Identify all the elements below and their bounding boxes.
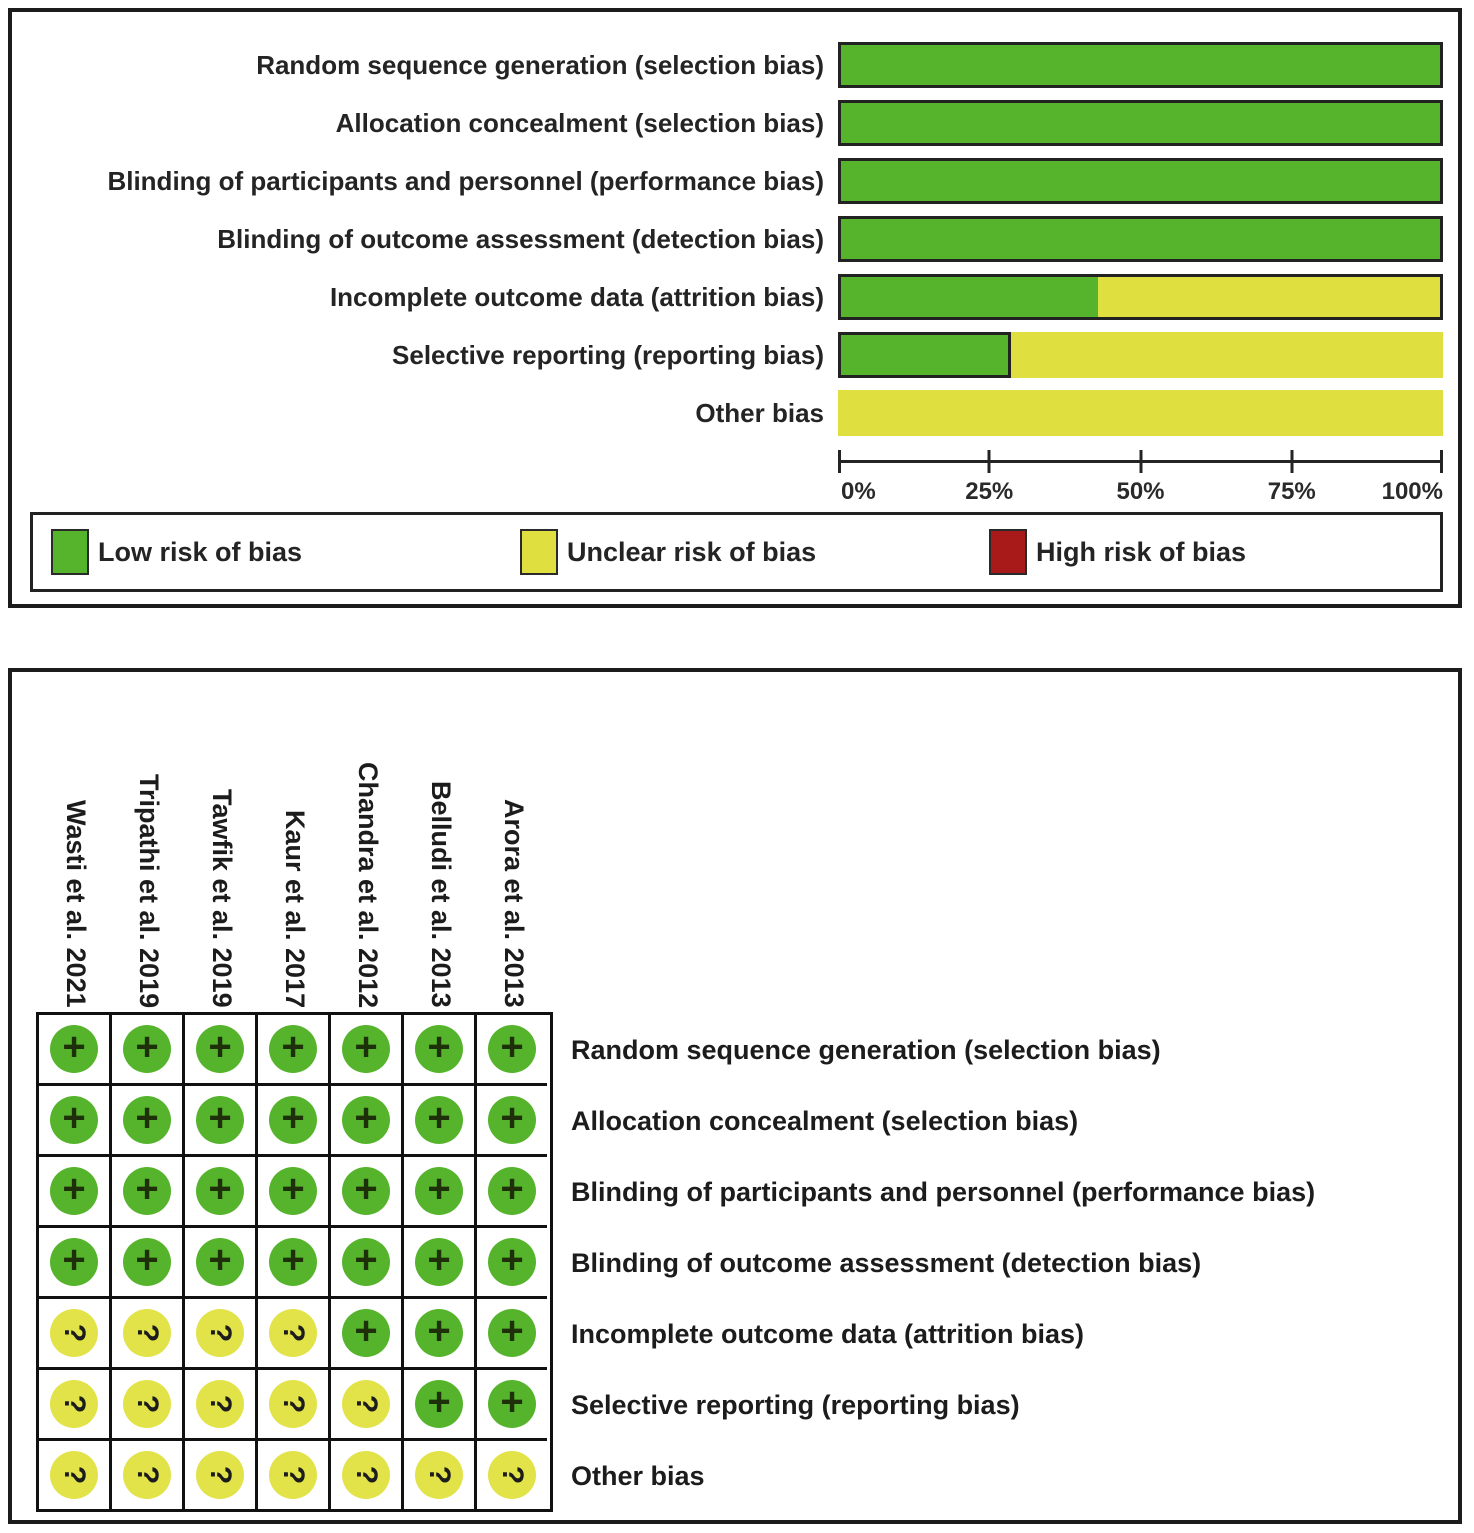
low-risk-segment	[841, 277, 1098, 317]
low-risk-circle	[415, 1025, 463, 1073]
unclear-risk-segment	[1098, 277, 1440, 317]
question-symbol: ?	[276, 1323, 310, 1343]
plus-symbol: +	[427, 1238, 451, 1282]
judgement-cell	[404, 1086, 477, 1157]
bar-row	[12, 94, 1458, 152]
unclear-risk-circle	[196, 1309, 244, 1357]
study-header	[477, 690, 550, 1012]
bias-category-label: Incomplete outcome data (attrition bias)	[329, 281, 824, 312]
judgement-cell	[258, 1228, 331, 1299]
bias-row-label: Incomplete outcome data (attrition bias)	[571, 1319, 1085, 1349]
risk-of-bias-graph-panel	[8, 8, 1462, 608]
study-name: Wasti et al. 2021	[61, 800, 91, 1008]
low-risk-circle	[50, 1096, 98, 1144]
judgement-cell	[185, 1299, 258, 1370]
low-risk-circle	[123, 1096, 171, 1144]
judgement-cell	[404, 1370, 477, 1441]
bias-row-label: Allocation concealment (selection bias)	[571, 1106, 1079, 1136]
low-risk-circle	[269, 1096, 317, 1144]
bar-chart	[12, 36, 1458, 442]
judgement-cell	[185, 1228, 258, 1299]
unclear-risk-circle	[123, 1380, 171, 1428]
judgement-cell	[404, 1228, 477, 1299]
low-risk-circle	[196, 1096, 244, 1144]
low-risk-circle	[415, 1238, 463, 1286]
judgement-cell	[258, 1157, 331, 1228]
judgement-cell	[477, 1228, 547, 1299]
bias-category-label: Other bias	[695, 397, 824, 428]
judgement-grid	[36, 1012, 553, 1512]
low-risk-circle	[123, 1025, 171, 1073]
x-tick-label: 50%	[1116, 478, 1165, 505]
low-risk-circle	[415, 1167, 463, 1215]
low-risk-segment	[841, 103, 1440, 143]
plus-symbol: +	[135, 1238, 159, 1282]
stacked-bar	[838, 390, 1443, 436]
x-axis-tick	[1290, 450, 1293, 473]
judgement-cell	[39, 1086, 112, 1157]
judgement-cell	[477, 1086, 547, 1157]
judgement-cell	[258, 1299, 331, 1370]
plus-symbol: +	[354, 1238, 378, 1282]
low-risk-circle	[123, 1167, 171, 1215]
unclear-risk-circle	[196, 1380, 244, 1428]
judgement-cell	[331, 1299, 404, 1370]
low-risk-circle	[488, 1309, 536, 1357]
x-tick-label: 0%	[841, 478, 876, 505]
judgement-cell	[404, 1157, 477, 1228]
judgement-cell	[477, 1299, 547, 1370]
question-symbol: ?	[276, 1394, 310, 1414]
risk-of-bias-summary-panel	[8, 668, 1462, 1524]
question-symbol: ?	[349, 1394, 383, 1414]
study-header	[331, 690, 404, 1012]
plus-symbol: +	[281, 1167, 305, 1211]
legend-label: High risk of bias	[1036, 536, 1247, 567]
unclear-risk-segment	[1011, 332, 1443, 378]
judgement-cell	[258, 1086, 331, 1157]
unclear-risk-circle	[269, 1380, 317, 1428]
judgement-cell	[331, 1370, 404, 1441]
question-symbol: ?	[495, 1465, 529, 1485]
low-risk-circle	[488, 1238, 536, 1286]
x-axis-tick	[838, 450, 841, 473]
judgement-cell	[331, 1015, 404, 1086]
question-symbol: ?	[57, 1465, 91, 1485]
unclear-risk-circle	[123, 1451, 171, 1499]
judgement-cell	[185, 1370, 258, 1441]
plus-symbol: +	[281, 1096, 305, 1140]
study-header	[185, 690, 258, 1012]
low-risk-circle	[50, 1167, 98, 1215]
plus-symbol: +	[135, 1167, 159, 1211]
unclear-risk-circle	[196, 1451, 244, 1499]
study-name: Kaur et al. 2017	[280, 809, 310, 1008]
low-risk-circle	[269, 1167, 317, 1215]
bias-category-label: Allocation concealment (selection bias)	[335, 107, 824, 138]
judgement-cell	[258, 1441, 331, 1509]
plus-symbol: +	[427, 1380, 451, 1424]
study-name: Tripathi et al. 2019	[134, 773, 164, 1008]
plus-symbol: +	[208, 1167, 232, 1211]
plus-symbol: +	[208, 1096, 232, 1140]
judgement-cell	[112, 1441, 185, 1509]
low-risk-circle	[269, 1025, 317, 1073]
plus-symbol: +	[354, 1025, 378, 1069]
judgement-cell	[477, 1441, 547, 1509]
legend-label: Unclear risk of bias	[567, 536, 817, 567]
low-risk-circle	[415, 1096, 463, 1144]
unclear-risk-circle	[269, 1451, 317, 1499]
unclear-risk-segment	[838, 390, 1443, 436]
low-risk-circle	[488, 1025, 536, 1073]
legend-item-high-risk	[971, 529, 1440, 575]
unclear-risk-circle	[342, 1380, 390, 1428]
plus-symbol: +	[62, 1238, 86, 1282]
plus-symbol: +	[427, 1309, 451, 1353]
question-symbol: ?	[203, 1394, 237, 1414]
low-risk-circle	[196, 1025, 244, 1073]
judgement-cell	[477, 1157, 547, 1228]
plus-symbol: +	[62, 1096, 86, 1140]
study-name: Belludi et al. 2013	[426, 781, 456, 1008]
bar-row	[12, 384, 1458, 442]
judgement-cell	[258, 1370, 331, 1441]
bar-row	[12, 36, 1458, 94]
judgement-cell	[185, 1015, 258, 1086]
plus-symbol: +	[427, 1096, 451, 1140]
question-symbol: ?	[130, 1323, 164, 1343]
study-name: Chandra et al. 2012	[353, 761, 383, 1008]
judgement-cell	[331, 1157, 404, 1228]
x-tick-label: 100%	[1381, 478, 1443, 505]
bias-row-labels	[571, 1012, 1315, 1512]
x-tick-label: 75%	[1267, 478, 1316, 505]
plus-symbol: +	[135, 1096, 159, 1140]
judgement-cell	[185, 1157, 258, 1228]
unclear-risk-circle	[123, 1309, 171, 1357]
plus-symbol: +	[62, 1025, 86, 1069]
low-risk-circle	[488, 1096, 536, 1144]
judgement-cell	[112, 1015, 185, 1086]
judgement-cell	[477, 1370, 547, 1441]
unclear-risk-circle	[50, 1451, 98, 1499]
study-header	[39, 690, 112, 1012]
study-header	[258, 690, 331, 1012]
stacked-bar	[838, 42, 1443, 88]
stacked-bar	[838, 100, 1443, 146]
low-risk-circle	[342, 1096, 390, 1144]
judgement-cell	[112, 1157, 185, 1228]
legend-item-unclear-risk	[502, 529, 971, 575]
unclear-risk-circle	[50, 1380, 98, 1428]
bias-category-label: Blinding of outcome assessment (detection bias)	[217, 223, 824, 254]
judgement-cell	[331, 1441, 404, 1509]
judgement-cell	[112, 1299, 185, 1370]
low-risk-circle	[342, 1309, 390, 1357]
low-risk-circle	[196, 1238, 244, 1286]
unclear-risk-circle	[269, 1309, 317, 1357]
stacked-bar	[838, 158, 1443, 204]
judgement-cell	[39, 1015, 112, 1086]
judgement-cell	[39, 1441, 112, 1509]
plus-symbol: +	[427, 1025, 451, 1069]
plus-symbol: +	[354, 1096, 378, 1140]
x-axis	[838, 450, 1443, 514]
bar-row	[12, 152, 1458, 210]
plus-symbol: +	[500, 1096, 524, 1140]
plus-symbol: +	[500, 1238, 524, 1282]
low-risk-circle	[123, 1238, 171, 1286]
x-axis-tick	[1440, 450, 1443, 473]
low-risk-circle	[50, 1025, 98, 1073]
plus-symbol: +	[281, 1238, 305, 1282]
judgement-cell	[112, 1228, 185, 1299]
judgement-cell	[39, 1299, 112, 1370]
judgement-cell	[185, 1441, 258, 1509]
low-risk-segment	[841, 45, 1440, 85]
unclear-risk-circle	[488, 1451, 536, 1499]
unclear-risk-swatch	[520, 529, 558, 575]
judgement-cell	[39, 1228, 112, 1299]
low-risk-segment	[838, 332, 1011, 378]
plus-symbol: +	[427, 1167, 451, 1211]
unclear-risk-circle	[415, 1451, 463, 1499]
low-risk-segment	[841, 161, 1440, 201]
bias-row-label: Other bias	[571, 1461, 705, 1491]
bar-row	[12, 268, 1458, 326]
stacked-bar	[838, 274, 1443, 320]
low-risk-circle	[488, 1380, 536, 1428]
low-risk-segment	[841, 219, 1440, 259]
bias-row-label: Blinding of participants and personnel (performance bias)	[571, 1177, 1316, 1207]
study-name: Tawfik et al. 2019	[207, 789, 237, 1008]
question-symbol: ?	[276, 1465, 310, 1485]
judgement-cell	[404, 1299, 477, 1370]
plus-symbol: +	[281, 1025, 305, 1069]
low-risk-circle	[342, 1238, 390, 1286]
low-risk-circle	[415, 1380, 463, 1428]
judgement-cell	[112, 1370, 185, 1441]
stacked-bar	[838, 216, 1443, 262]
x-axis-tick	[1139, 450, 1142, 473]
low-risk-circle	[488, 1167, 536, 1215]
bias-row-label: Blinding of outcome assessment (detection bias)	[571, 1248, 1202, 1278]
question-symbol: ?	[349, 1465, 383, 1485]
bias-category-label: Random sequence generation (selection bias)	[256, 49, 824, 80]
question-symbol: ?	[130, 1465, 164, 1485]
study-name: Arora et al. 2013	[499, 799, 529, 1008]
judgement-cell	[477, 1015, 547, 1086]
bar-row	[12, 210, 1458, 268]
x-tick-label: 25%	[965, 478, 1014, 505]
plus-symbol: +	[354, 1309, 378, 1353]
plus-symbol: +	[500, 1309, 524, 1353]
unclear-risk-circle	[50, 1309, 98, 1357]
judgement-cell	[331, 1228, 404, 1299]
question-symbol: ?	[57, 1323, 91, 1343]
plus-symbol: +	[500, 1380, 524, 1424]
question-symbol: ?	[422, 1465, 456, 1485]
bias-category-label: Blinding of participants and personnel (performance bias)	[107, 165, 824, 196]
low-risk-circle	[50, 1238, 98, 1286]
low-risk-circle	[342, 1025, 390, 1073]
question-symbol: ?	[57, 1394, 91, 1414]
legend-label: Low risk of bias	[98, 536, 303, 567]
plus-symbol: +	[500, 1167, 524, 1211]
judgement-cell	[39, 1157, 112, 1228]
high-risk-swatch	[989, 529, 1027, 575]
bar-row	[12, 326, 1458, 384]
unclear-risk-circle	[342, 1451, 390, 1499]
bias-row-label: Random sequence generation (selection bias)	[571, 1035, 1161, 1065]
study-header	[112, 690, 185, 1012]
judgement-cell	[258, 1015, 331, 1086]
judgement-cell	[404, 1441, 477, 1509]
question-symbol: ?	[203, 1323, 237, 1343]
judgement-cell	[404, 1015, 477, 1086]
study-header-row	[39, 690, 1458, 1012]
plus-symbol: +	[208, 1025, 232, 1069]
plus-symbol: +	[354, 1167, 378, 1211]
plus-symbol: +	[500, 1025, 524, 1069]
bias-category-label: Selective reporting (reporting bias)	[392, 339, 824, 370]
plus-symbol: +	[208, 1238, 232, 1282]
study-header	[404, 690, 477, 1012]
low-risk-circle	[269, 1238, 317, 1286]
x-axis-tick	[988, 450, 991, 473]
low-risk-circle	[415, 1309, 463, 1357]
low-risk-swatch	[51, 529, 89, 575]
bias-row-label: Selective reporting (reporting bias)	[571, 1390, 1020, 1420]
judgement-cell	[112, 1086, 185, 1157]
legend	[30, 512, 1443, 592]
judgement-cell	[331, 1086, 404, 1157]
plus-symbol: +	[135, 1025, 159, 1069]
low-risk-circle	[342, 1167, 390, 1215]
judgement-cell	[185, 1086, 258, 1157]
question-symbol: ?	[130, 1394, 164, 1414]
low-risk-circle	[196, 1167, 244, 1215]
legend-item-low-risk	[33, 529, 502, 575]
plus-symbol: +	[62, 1167, 86, 1211]
stacked-bar	[838, 332, 1443, 378]
question-symbol: ?	[203, 1465, 237, 1485]
judgement-cell	[39, 1370, 112, 1441]
